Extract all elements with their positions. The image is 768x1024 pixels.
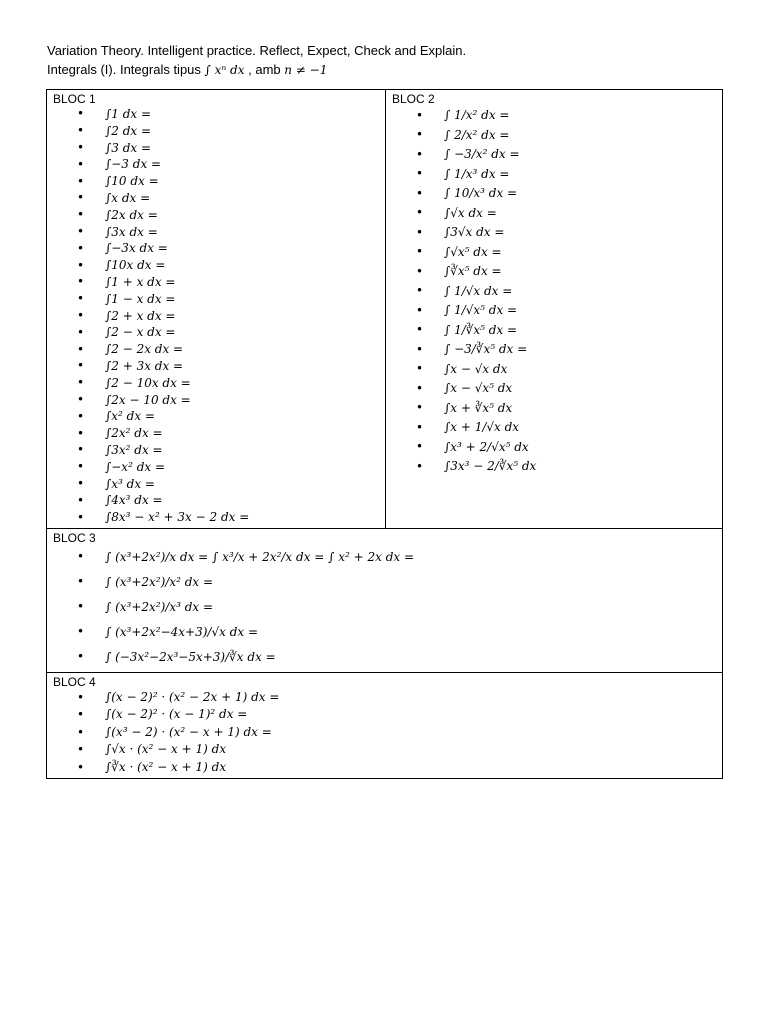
bloc1-exercise: • ∫10x dx = [77,257,379,274]
bloc1-exercise: • ∫2x − 10 dx = [77,392,379,409]
bloc4-list [53,689,716,777]
bloc3-label: BLOC 3 [53,530,96,545]
bloc1-exercise: • ∫1 + x dx = [77,274,379,291]
bloc1-exercise: • ∫−x² dx = [77,459,379,476]
bloc2-exercise: • ∫ 1/√x dx = [416,282,716,302]
bloc1-exercise: • ∫2 + x dx = [77,308,379,325]
bloc2-exercise: • ∫x³ + 2/√x⁵ dx [416,438,716,458]
bloc2-exercise: • ∫x + ∛x⁵ dx [416,399,716,419]
bloc1-exercise: • ∫−3x dx = [77,240,379,257]
bloc4-cell [47,672,723,779]
bloc2-exercise: • ∫3x³ − 2/∛x⁵ dx [416,457,716,477]
bloc2-exercise: • ∫x + 1/√x dx [416,418,716,438]
subtitle-text: Integrals (I). Integrals tipus [47,62,201,77]
bloc1-exercise: • ∫2 − 2x dx = [77,341,379,358]
bloc1-exercise: • ∫2x dx = [77,207,379,224]
bloc2-exercise: • ∫x − √x dx [416,360,716,380]
bloc1-exercise: • ∫x dx = [77,190,379,207]
bloc2-exercise: • ∫∛x⁵ dx = [416,262,716,282]
bloc1-exercise: • ∫3x² dx = [77,442,379,459]
bloc3-exercise: • ∫ (x³+2x²−4x+3)/√x dx = [77,620,716,645]
bloc4-exercise: • ∫√x · (x² − x + 1) dx [77,741,716,759]
bloc2-exercise: • ∫√x dx = [416,204,716,224]
bloc4-label: BLOC 4 [53,674,96,689]
bloc1-exercise: • ∫2 dx = [77,123,379,140]
bloc4-exercise: • ∫(x − 2)² · (x² − 2x + 1) dx = [77,689,716,707]
exercise-table [46,89,723,779]
subtitle-formula: ∫ xⁿ dx [204,63,245,77]
bloc1-exercise: • ∫3x dx = [77,224,379,241]
bloc1-label: BLOC 1 [53,92,96,106]
bloc1-exercise: • ∫−3 dx = [77,156,379,173]
bloc1-exercise: • ∫4x³ dx = [77,492,379,509]
bloc2-exercise: • ∫ 1/√x⁵ dx = [416,301,716,321]
bloc4-exercise: • ∫∛x · (x² − x + 1) dx [77,759,716,777]
bloc1-exercise: • ∫1 − x dx = [77,291,379,308]
bloc2-exercise: • ∫ 1/x³ dx = [416,165,716,185]
bloc3-exercise: • ∫ (−3x²−2x³−5x+3)/∛x dx = [77,645,716,670]
bloc2-list [392,106,716,477]
bloc1-exercise: • ∫2 − x dx = [77,324,379,341]
bloc2-exercise: • ∫ −3/x² dx = [416,145,716,165]
bloc3-exercise: • ∫ (x³+2x²)/x dx = ∫ x³/x + 2x²/x dx = ∫ x² + 2x dx = [77,545,716,570]
subtitle-condition: n ≠ −1 [284,63,328,77]
worksheet-subtitle [47,62,327,78]
bloc2-exercise: • ∫x − √x⁵ dx [416,379,716,399]
subtitle-separator: , amb [248,62,281,77]
bloc1-exercise: • ∫x² dx = [77,408,379,425]
bloc4-exercise: • ∫(x − 2)² · (x − 1)² dx = [77,706,716,724]
bloc2-exercise: • ∫ 1/∛x⁵ dx = [416,321,716,341]
bloc2-exercise: • ∫√x⁵ dx = [416,243,716,263]
bloc1-exercise: • ∫10 dx = [77,173,379,190]
bloc2-cell [386,90,723,529]
bloc2-exercise: • ∫3√x dx = [416,223,716,243]
bloc3-cell [47,528,723,672]
bloc2-exercise: • ∫ 2/x² dx = [416,126,716,146]
bloc1-cell [47,90,386,529]
bloc1-list [53,106,379,526]
bloc4-exercise: • ∫(x³ − 2) · (x² − x + 1) dx = [77,724,716,742]
bloc3-exercise: • ∫ (x³+2x²)/x² dx = [77,570,716,595]
bloc1-exercise: • ∫2x² dx = [77,425,379,442]
bloc1-exercise: • ∫3 dx = [77,140,379,157]
bloc2-label: BLOC 2 [392,92,435,106]
bloc2-exercise: • ∫ 1/x² dx = [416,106,716,126]
bloc3-list [53,545,716,670]
bloc2-exercise: • ∫ −3/∛x⁵ dx = [416,340,716,360]
bloc2-exercise: • ∫ 10/x³ dx = [416,184,716,204]
bloc1-exercise: • ∫x³ dx = [77,476,379,493]
bloc1-exercise: • ∫1 dx = [77,106,379,123]
bloc1-exercise: • ∫2 − 10x dx = [77,375,379,392]
bloc1-exercise: • ∫2 + 3x dx = [77,358,379,375]
bloc1-exercise: • ∫8x³ − x² + 3x − 2 dx = [77,509,379,526]
bloc3-exercise: • ∫ (x³+2x²)/x³ dx = [77,595,716,620]
worksheet-title: Variation Theory. Intelligent practice. Reflect, Expect, Check and Explain. [47,43,467,58]
